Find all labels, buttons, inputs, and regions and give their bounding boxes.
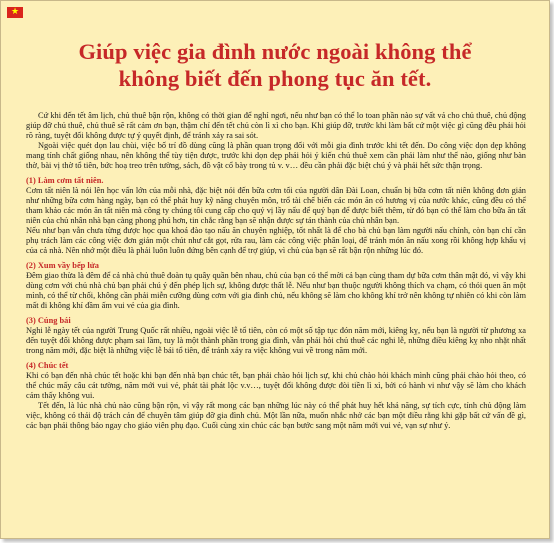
- title-line-1: Giúp việc gia đình nước ngoài không thể: [78, 39, 472, 64]
- flag-star-icon: ★: [11, 7, 20, 17]
- section-greetings-paragraph-2: Tết đến, là lúc nhà chủ nào cũng bận rộn, vì vậy rất mong các bạn những lúc này có thể phát huy hết khả năng, sự tích cực, tính chủ động làm việc, không có thái độ trách cản để chuyên tâm giúp đỡ gia đình chủ. Một lần nữa, muốn nhắc nhở các bạn một điều rằng khi gặp bất cứ vấn đề gì, các bạn phải thông báo ngay cho giáo viên phụ đạo. Cuối cùng xin chúc các bạn bước sang một năm mới vui vẻ, vạn sự như ý.: [26, 401, 526, 430]
- section-heading-greetings: (4) Chúc tết: [26, 361, 69, 370]
- section-worship-paragraph: Nghi lễ ngày tết của người Trung Quốc rất nhiều, ngoài việc lễ tổ tiên, còn có một số tập tục đón năm mới, kiêng kỵ, nếu bạn là người từ phương xa đến tuyệt đối không được phạm sai lầm, tuy là một thành phần trong gia đình, vẫn phải hỏi chủ thuê các nghi lễ, những điều kiêng kỵ nho nhặt nhất trong năm mới, đặc biệt là những việc lễ bái tổ tiên, để tránh xảy ra việc không vui về trong năm mới.: [26, 326, 526, 355]
- article-body: [26, 111, 526, 431]
- section-heading-cooking: (1) Làm cơm tất niên.: [26, 176, 104, 185]
- section-reunion-paragraph: Đêm giao thừa là đêm để cả nhà chủ thuê đoàn tụ quây quần bên nhau, chủ của bạn có thể mời cả bạn cùng tham dự bữa cơm thân mật đó, vì vậy khi dùng cơm với chủ nhà chủ bạn phải chú ý đến phép lịch sự, không được thất lễ. Nếu như bạn thuộc người không thích va chạm, có thói quen ăn một mình, có thể từ chối, không cần phải miễn cưỡng dùng cơm với gia đình chủ, nếu không sẽ làm cho không khí trở nên không tự nhiên có khi còn làm mất đi không khí đầm ấm vui vẻ của gia đình.: [26, 271, 526, 310]
- section-greetings-paragraph-1: Khi có bạn đến nhà chúc tết hoặc khi bạn đến nhà bạn chúc tết, bạn phải chào hỏi lịch sự, khi chủ chào hỏi khách mình cũng phải chào hỏi theo, có thể chúc mấy câu cát tường, năm mới vui vẻ, phát tài phát lộc v.v…, tuyệt đối không được đòi tiền lì xì, bởi có hành vi như vậy sẽ làm cho khách cảm thấy không vui.: [26, 371, 526, 400]
- section-heading-reunion: (2) Xum vầy bếp lửa: [26, 261, 99, 270]
- section-cooking-paragraph-2: Nếu như bạn vẫn chưa từng được học qua khoá đào tạo nấu ăn chuyên nghiệp, tốt nhất là để cho bà chủ bạn làm người nấu chính, còn bạn chỉ cần phụ trách làm các công việc đơn giản một chút như cắt gọt, rửa rau, làm các công việc phân loại, để tránh món ăn nấu xong rồi không hợp khẩu vị của cả nhà. Nên nhớ một điều là phải luôn luôn đứng bên cạnh để trợ giúp, vì chủ của bạn sẽ rất bận rộn những lúc đó.: [26, 226, 526, 255]
- intro-paragraph-2: Ngoài việc quét dọn lau chùi, việc bố trí đồ dùng cũng là phần quan trọng đối với mỗi gia đình trước khi tết đến. Do công việc dọn dẹp không mang tính chất giống nhau, nên không thể tùy tiện được, trước khi dọn dẹp phải hỏi ý kiến chủ thuê xem cần phải làm như thế nào, giống như bàn thờ, bài vị thờ tổ tiên, bức hoạ treo trên tường, sách, đồ vật cổ bày trong tủ v. v… đều cần phải đặc biệt chú ý và phải hết sức thận trọng.: [26, 141, 526, 170]
- article-title: [1, 38, 549, 92]
- intro-paragraph-1: Cứ khi đến tết âm lịch, chủ thuê bận rộn, không có thời gian để nghỉ ngơi, nếu như bạn có thể lo toan phần nào sự vất vả cho chủ thuê, chủ động giúp đỡ chủ thuê, chủ thuê sẽ rất cảm ơn bạn, thậm chí đến tết chủ còn lì xì cho bạn. Khi giúp đỡ, trước khi làm bất cứ một việc gì cũng đều phải hỏi rõ ràng, tuyệt đối không được tự ý quyết định, để tránh xảy ra sai sót.: [26, 111, 526, 140]
- section-heading-worship: (3) Cúng bái: [26, 316, 71, 325]
- section-cooking-paragraph-1: Cơm tất niên là nói lên học vấn lớn của mỗi nhà, đặc biệt nói đến bữa cơm tối của người dân Đài Loan, chuẩn bị bữa cơm tất niên không đơn giản như những bữa cơm hàng ngày, bạn có thể phát huy kỹ năng chuyên môn, trổ tài chế biến các món ăn có hương vị của nước khác, cũng đều có thể tham khảo các món ăn tất niên mà công ty chúng tôi cung cấp cho quý vị lầy nấu để quý bạn để được biết thêm, từ đó bạn có thể làm cho bữa ăn tất niên của chủ nhân nhà bạn càng phong phú hơn, tin chắc rằng bạn sẽ nhận được sự tán thành của chủ nhân bạn.: [26, 186, 526, 225]
- title-line-2: không biết đến phong tục ăn tết.: [118, 66, 432, 91]
- vietnam-flag-icon: [7, 7, 23, 18]
